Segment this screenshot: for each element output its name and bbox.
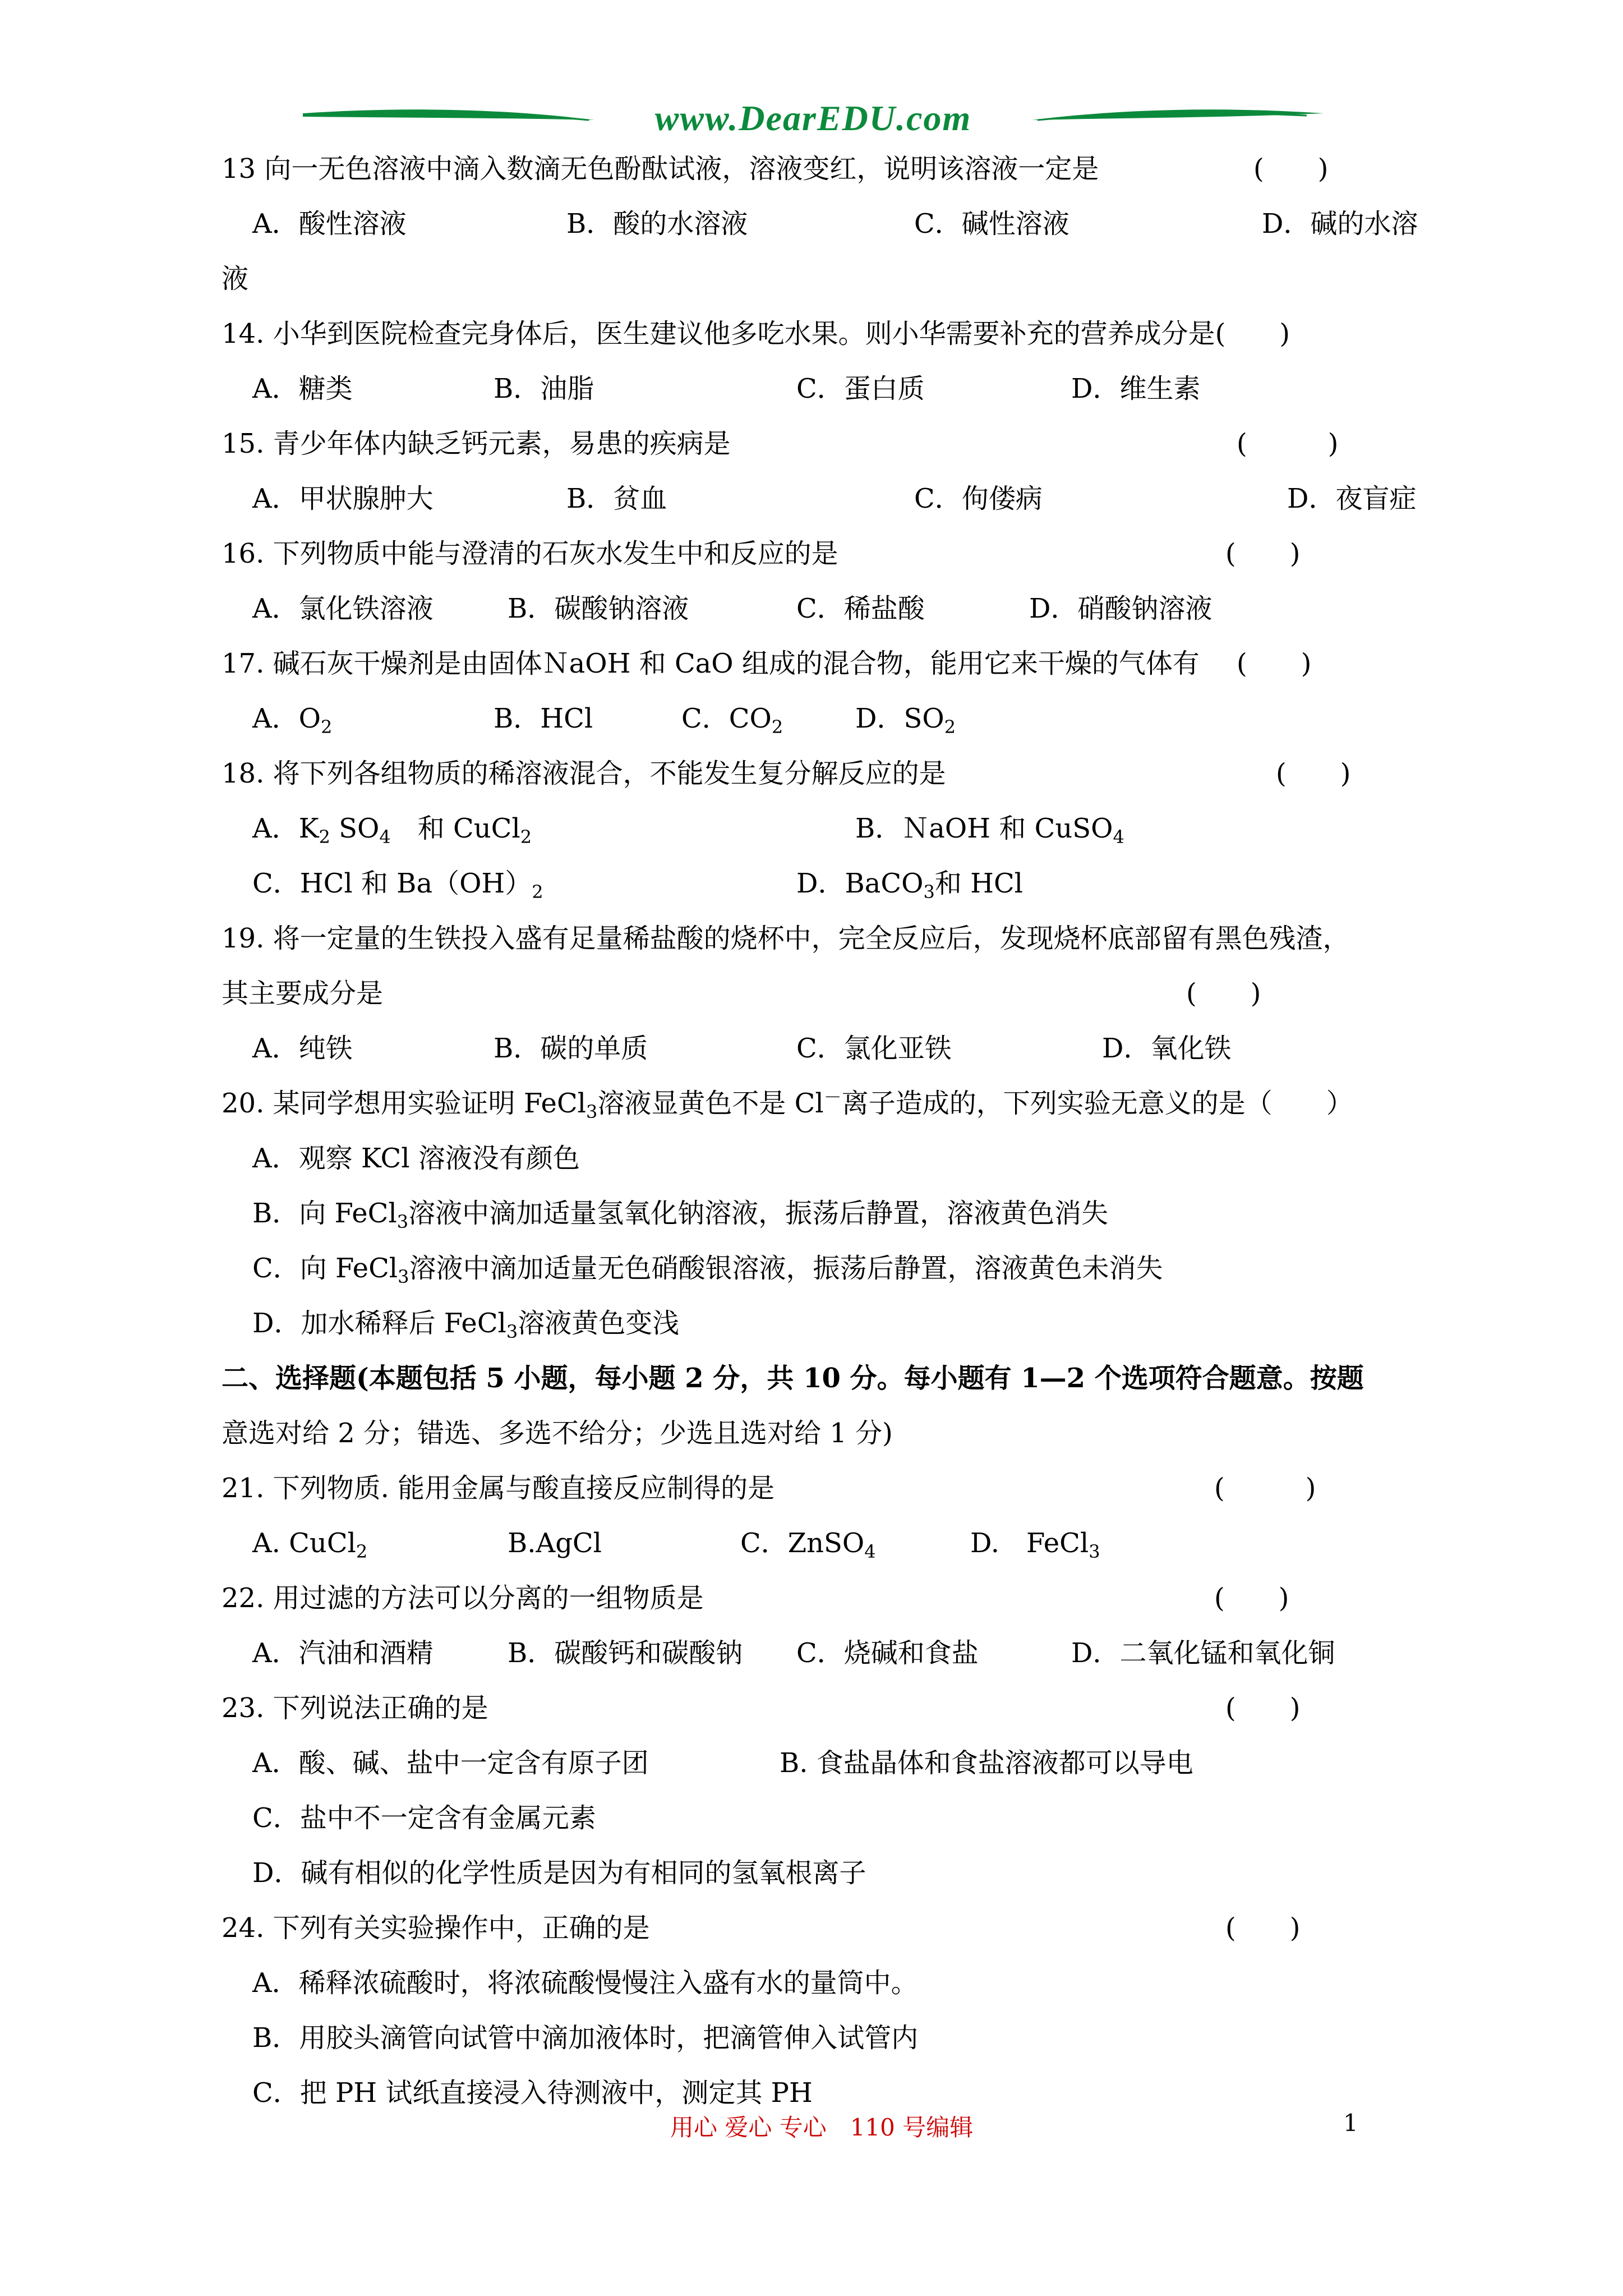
brand-logo[interactable]: www.DearEDU.com: [654, 98, 972, 138]
question-22-options: [222, 1626, 1422, 1681]
question-stem: 14. 小华到医院检查完身体后，医生建议他多吃水果。则小华需要补充的营养成分是( ): [222, 318, 1290, 349]
page-number: 1: [1343, 2109, 1358, 2137]
question-stem: 16. 下列物质中能与澄清的石灰水发生中和反应的是: [222, 538, 838, 569]
option-b: B．贫血: [566, 483, 667, 514]
option-c: C．稀盐酸: [796, 593, 925, 624]
question-stem: 22. 用过滤的方法可以分离的一组物质是: [222, 1582, 704, 1614]
option-c: C．$CO_2$: [681, 703, 783, 738]
question-stem: 23. 下列说法正确的是: [222, 1692, 488, 1724]
question-23-options-ab: [222, 1736, 1422, 1791]
option-d: D．维生素: [1071, 373, 1201, 404]
option-c: C．把 PH 试纸直接浸入待测液中，测定其 PH: [252, 2077, 813, 2109]
question-24: [222, 1901, 1422, 1955]
question-13-wrap: [222, 251, 1422, 306]
option-d: D．加水稀释后 FeCl$_3$溶液黄色变浅: [252, 1308, 680, 1342]
answer-bracket: ( ): [1237, 648, 1312, 679]
question-19: [222, 911, 1422, 966]
question-stem: 20. 某同学想用实验证明 FeCl$_3$溶液显黄色不是 Cl－离子造成的，下列实验无意义的是（ ）: [222, 1087, 1353, 1122]
question-13: [222, 141, 1422, 196]
option-c: C．ZnSO$_4$: [740, 1527, 876, 1562]
option-c: C．蛋白质: [796, 373, 925, 404]
question-22: [222, 1571, 1422, 1626]
option-b: B. 食盐晶体和食盐溶液都可以导电: [780, 1747, 1193, 1779]
answer-bracket: ( ): [1225, 538, 1301, 569]
option-a: A．糖类: [252, 373, 353, 404]
option-b: B．向 FeCl$_3$溶液中滴加适量氢氧化钠溶液，振荡后静置，溶液黄色消失: [252, 1198, 1109, 1232]
question-17-options: [222, 691, 1422, 746]
option-c: C．HCl 和 $Ba(OH)_2$: [252, 868, 543, 903]
option-b: B．ＮaOH 和 CuSO$_4$: [855, 813, 1124, 848]
option-b: B．油脂: [494, 373, 594, 404]
question-16: [222, 526, 1422, 581]
question-15: [222, 416, 1422, 471]
option-a: A．$K_2$ $SO_4$ 和 CuCl$_2$: [252, 813, 532, 848]
question-24-option-b: [222, 2010, 1422, 2065]
question-stem: 15. 青少年体内缺乏钙元素，易患的疾病是: [222, 428, 731, 459]
section-2-title-cont: [222, 1406, 1422, 1461]
option-d: D．BaCO$_3$和 HCl: [796, 868, 1023, 903]
question-stem: 13 向一无色溶液中滴入数滴无色酚酞试液，溶液变红，说明该溶液一定是: [222, 153, 1099, 185]
option-a: A. CuCl$_2$: [252, 1527, 368, 1562]
option-b: B．酸的水溶液: [566, 208, 748, 240]
question-16-options: [222, 581, 1422, 636]
question-24-option-a: [222, 1955, 1422, 2010]
answer-bracket: ( ): [1276, 758, 1351, 789]
question-18-options-ab: [222, 801, 1422, 856]
option-b: B．碳的单质: [494, 1033, 648, 1064]
question-23: [222, 1681, 1422, 1736]
question-13-options: [222, 196, 1422, 251]
option-b: B．碳酸钠溶液: [508, 593, 689, 624]
option-d: D．夜盲症: [1287, 483, 1417, 514]
question-19-line2: [222, 966, 1422, 1021]
option-d: D．碱的水溶: [1262, 208, 1418, 240]
question-23-option-c: [222, 1791, 1422, 1846]
question-18: [222, 746, 1422, 801]
question-stem-cont: 其主要成分是: [222, 978, 384, 1009]
option-b: B．碳酸钙和碳酸钠: [508, 1637, 743, 1669]
option-c: C．碱性溶液: [914, 208, 1069, 240]
question-20-option-d: [222, 1296, 1422, 1351]
option-d: D．碱有相似的化学性质是因为有相同的氢氧根离子: [252, 1857, 866, 1889]
question-18-options-cd: [222, 856, 1422, 911]
question-20-option-c: [222, 1241, 1422, 1296]
question-stem: 18. 将下列各组物质的稀溶液混合，不能发生复分解反应的是: [222, 758, 946, 789]
option-c: C．盐中不一定含有金属元素: [252, 1802, 596, 1834]
option-c: C．佝偻病: [914, 483, 1043, 514]
question-20-option-b: [222, 1186, 1422, 1241]
question-list: [222, 141, 1422, 2120]
section-title-cont: 意选对给 2 分；错选、多选不给分；少选且选对给 1 分): [222, 1418, 893, 1449]
question-19-options: [222, 1021, 1422, 1076]
question-14: [222, 306, 1422, 361]
option-c: C．烧碱和食盐: [796, 1637, 979, 1669]
section-title: 二、选择题(本题包括 5 小题，每小题 2 分，共 10 分。每小题有 1—2 个选项符合题意。按题: [222, 1363, 1364, 1394]
page-footer: [0, 2109, 1623, 2148]
option-b: B．用胶头滴管向试管中滴加液体时，把滴管伸入试管内: [252, 2022, 919, 2054]
question-17: [222, 636, 1422, 691]
option-a: A．酸、碱、盐中一定含有原子团: [252, 1747, 649, 1779]
question-15-options: [222, 471, 1422, 526]
answer-bracket: ( ): [1237, 428, 1339, 459]
option-a: A．$O_2$: [252, 703, 333, 738]
question-14-options: [222, 361, 1422, 416]
option-a: A．纯铁: [252, 1033, 353, 1064]
question-20: [222, 1076, 1422, 1131]
footer-slogan: 用心 爱心 专心 110 号编辑: [670, 2114, 974, 2141]
answer-bracket: ( ): [1225, 1912, 1301, 1944]
answer-bracket: ( ): [1214, 1582, 1289, 1614]
option-a: A．甲状腺肿大: [252, 483, 434, 514]
site-header: [303, 95, 1324, 146]
section-2-title: [222, 1351, 1422, 1406]
option-d: D．$SO_2$: [855, 703, 956, 738]
option-a: A．观察 KCl 溶液没有颜色: [252, 1143, 580, 1174]
question-stem: 21. 下列物质. 能用金属与酸直接反应制得的是: [222, 1473, 775, 1504]
answer-bracket: ( ): [1186, 978, 1261, 1009]
option-b: B.AgCl: [508, 1527, 602, 1559]
option-b: B．HCl: [494, 703, 593, 734]
option-d: D. FeCl$_3$: [970, 1527, 1100, 1562]
question-stem: 17. 碱石灰干燥剂是由固体ＮaOH 和 CaO 组成的混合物，能用它来干燥的气体有: [222, 648, 1200, 679]
option-d-wrap: 液: [222, 263, 249, 295]
option-d: D．氧化铁: [1102, 1033, 1232, 1064]
answer-bracket: ( ): [1253, 153, 1329, 185]
question-21: [222, 1461, 1422, 1516]
option-d: D．硝酸钠溶液: [1029, 593, 1212, 624]
question-stem: 24. 下列有关实验操作中，正确的是: [222, 1912, 650, 1944]
question-21-options: [222, 1516, 1422, 1571]
question-20-option-a: [222, 1131, 1422, 1186]
question-stem: 19. 将一定量的生铁投入盛有足量稀盐酸的烧杯中，完全反应后，发现烧杯底部留有黑色残渣，: [222, 923, 1350, 954]
answer-bracket: ( ): [1214, 1473, 1316, 1504]
option-c: C．向 FeCl$_3$溶液中滴加适量无色硝酸银溶液，振荡后静置，溶液黄色未消失: [252, 1253, 1163, 1287]
option-c: C．氯化亚铁: [796, 1033, 952, 1064]
option-a: A．汽油和酒精: [252, 1637, 434, 1669]
question-23-option-d: [222, 1846, 1422, 1901]
option-a: A．稀释浓硫酸时，将浓硫酸慢慢注入盛有水的量筒中。: [252, 1967, 918, 1999]
option-d: D．二氧化锰和氧化铜: [1071, 1637, 1335, 1669]
option-a: A．酸性溶液: [252, 208, 407, 240]
option-a: A．氯化铁溶液: [252, 593, 434, 624]
answer-bracket: ( ): [1225, 1692, 1301, 1724]
